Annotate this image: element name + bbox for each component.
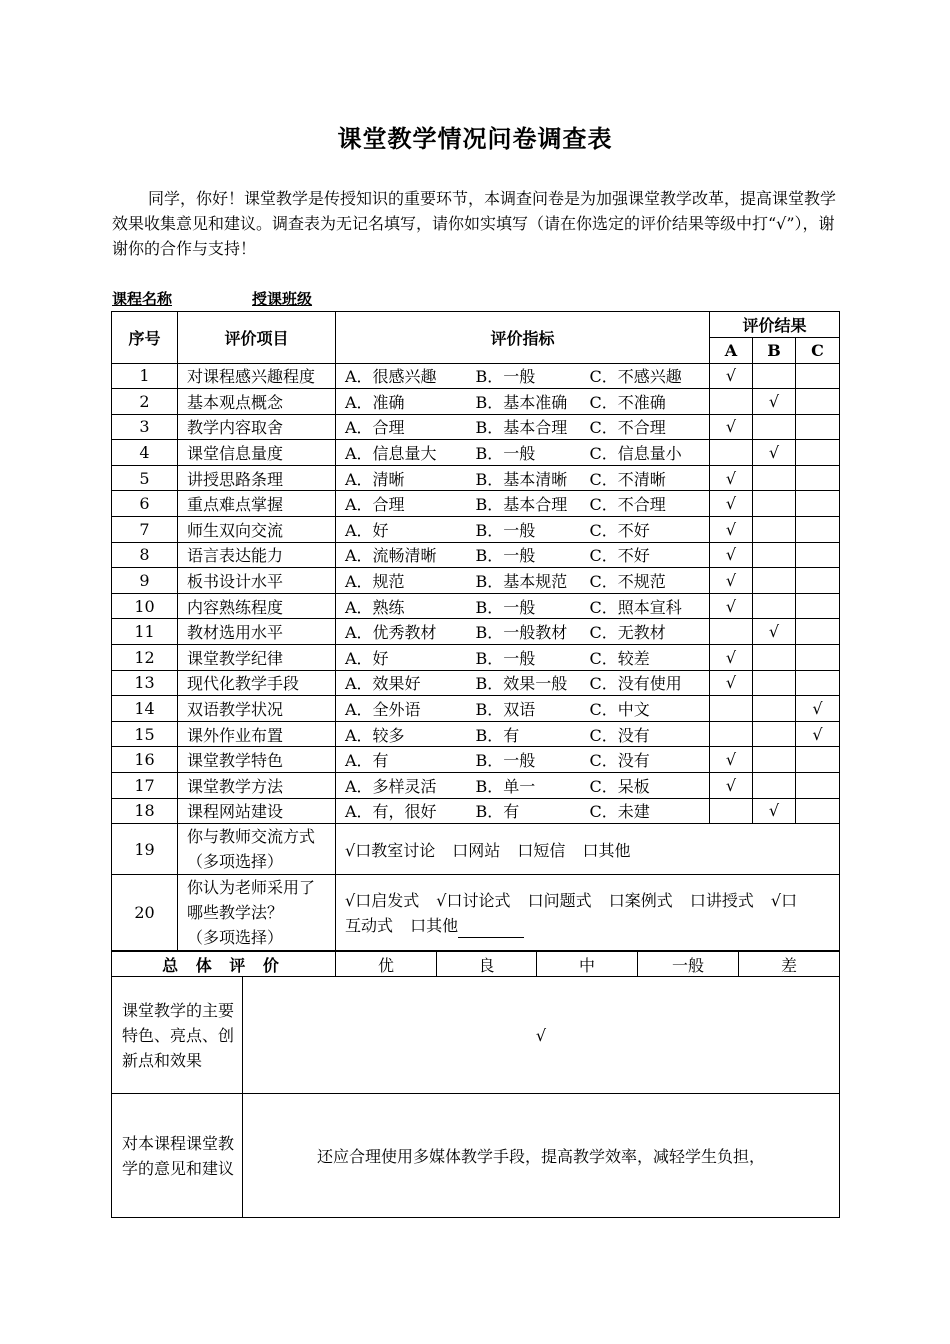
row-number: 15 — [112, 721, 178, 747]
row-option-b[interactable]: B．基本准确 — [467, 389, 581, 415]
table-row — [112, 389, 840, 415]
row-option-b[interactable]: B．效果一般 — [467, 670, 581, 696]
row-result-c[interactable] — [796, 491, 840, 517]
row-result-b[interactable] — [753, 773, 796, 799]
header-grade-a: A — [710, 338, 753, 364]
row-result-b[interactable]: √ — [753, 389, 796, 415]
row-option-a[interactable]: A．好 — [336, 517, 467, 543]
table-row — [112, 465, 840, 491]
q20-other-blank[interactable] — [458, 921, 524, 938]
q20-option-discussion[interactable]: √口讨论式 — [436, 890, 511, 910]
row-result-a[interactable]: √ — [710, 670, 753, 696]
row-item: 课堂教学特色 — [178, 747, 336, 773]
row-option-b[interactable]: B．一般 — [467, 517, 581, 543]
row-option-a[interactable]: A．合理 — [336, 414, 467, 440]
row-result-b[interactable] — [753, 363, 796, 389]
row-option-a[interactable]: A．效果好 — [336, 670, 467, 696]
header-result: 评价结果 — [710, 312, 840, 338]
q19-option-website[interactable]: 口网站 — [452, 840, 501, 860]
header-indicator: 评价指标 — [336, 312, 710, 364]
row-option-b[interactable]: B．基本合理 — [467, 414, 581, 440]
row-result-b[interactable] — [753, 465, 796, 491]
row-result-c[interactable] — [796, 747, 840, 773]
overall-option-excellent[interactable]: 优 — [336, 952, 437, 977]
row-number: 6 — [112, 491, 178, 517]
q20-option-interactive-box[interactable]: √口 — [770, 890, 798, 910]
q20-item: 你认为老师采用了 哪些教学法？ （多项选择） — [178, 875, 336, 951]
q20-option-heuristic[interactable]: √口启发式 — [345, 890, 420, 910]
class-label: 授课班级 — [252, 290, 313, 308]
q20-options — [336, 875, 840, 951]
row-result-a[interactable]: √ — [710, 465, 753, 491]
row-option-c[interactable]: C．未建 — [581, 798, 710, 824]
row-item: 教材选用水平 — [178, 619, 336, 645]
row-option-c[interactable]: C．照本宣科 — [581, 593, 710, 619]
row-number: 16 — [112, 747, 178, 773]
row-option-b[interactable]: B．基本规范 — [467, 568, 581, 594]
row-result-b[interactable] — [753, 721, 796, 747]
q19-option-classroom[interactable]: √口教室讨论 — [345, 840, 436, 860]
row-result-c[interactable] — [796, 593, 840, 619]
opinion-label: 对本课程课堂教学的意见和建议 — [112, 1094, 243, 1218]
row-result-c[interactable] — [796, 619, 840, 645]
row-option-c[interactable]: C．不合理 — [581, 491, 710, 517]
row-item: 课程网站建设 — [178, 798, 336, 824]
row-number: 9 — [112, 568, 178, 594]
row-option-a[interactable]: A．好 — [336, 645, 467, 671]
row-option-b[interactable]: B．一般 — [467, 363, 581, 389]
row-option-c[interactable]: C．中文 — [581, 696, 710, 722]
table-row — [112, 491, 840, 517]
row-item: 板书设计水平 — [178, 568, 336, 594]
row-result-b[interactable] — [753, 670, 796, 696]
row-result-a[interactable]: √ — [710, 491, 753, 517]
q20-number: 20 — [112, 875, 178, 951]
row-result-a[interactable] — [710, 696, 753, 722]
row-option-c[interactable]: C．不准确 — [581, 389, 710, 415]
remarks-table — [111, 976, 840, 1218]
table-row — [112, 798, 840, 824]
row-option-a[interactable]: A．有，很好 — [336, 798, 467, 824]
row-number: 4 — [112, 440, 178, 466]
row-result-c[interactable] — [796, 798, 840, 824]
row-result-b[interactable]: √ — [753, 619, 796, 645]
table-row — [112, 747, 840, 773]
row-result-c[interactable] — [796, 645, 840, 671]
table-row — [112, 542, 840, 568]
row-item: 师生双向交流 — [178, 517, 336, 543]
header-grade-b: B — [753, 338, 796, 364]
row-option-c[interactable]: C．不感兴趣 — [581, 363, 710, 389]
overall-option-poor[interactable]: 差 — [739, 952, 840, 977]
q20-option-lecture[interactable]: 口讲授式 — [689, 890, 754, 910]
overall-option-fair[interactable]: 一般 — [638, 952, 739, 977]
features-value[interactable]: √ — [243, 977, 840, 1094]
row-option-b[interactable]: B．一般教材 — [467, 619, 581, 645]
q19-number: 19 — [112, 824, 178, 875]
row-result-c[interactable] — [796, 465, 840, 491]
row-option-a[interactable]: A．准确 — [336, 389, 467, 415]
row-option-b[interactable]: B．基本合理 — [467, 491, 581, 517]
row-number: 10 — [112, 593, 178, 619]
row-option-a[interactable]: A．熟练 — [336, 593, 467, 619]
course-info-line — [112, 288, 312, 309]
table-row — [112, 619, 840, 645]
table-row — [112, 721, 840, 747]
evaluation-table — [111, 311, 840, 951]
row-result-a[interactable]: √ — [710, 747, 753, 773]
row-item: 讲授思路条理 — [178, 465, 336, 491]
row-option-c[interactable]: C．不好 — [581, 517, 710, 543]
q20-option-problem[interactable]: 口问题式 — [527, 890, 592, 910]
row-number: 5 — [112, 465, 178, 491]
row-number: 3 — [112, 414, 178, 440]
q20-option-case[interactable]: 口案例式 — [608, 890, 673, 910]
row-result-a[interactable]: √ — [710, 414, 753, 440]
row-item: 课堂信息量度 — [178, 440, 336, 466]
row-result-a[interactable]: √ — [710, 645, 753, 671]
row-item: 现代化教学手段 — [178, 670, 336, 696]
row-result-c[interactable] — [796, 517, 840, 543]
row-result-b[interactable]: √ — [753, 440, 796, 466]
table-row — [112, 568, 840, 594]
row-result-b[interactable] — [753, 517, 796, 543]
row-number: 1 — [112, 363, 178, 389]
q19-options — [336, 824, 840, 875]
row-result-b[interactable] — [753, 568, 796, 594]
row-result-a[interactable] — [710, 440, 753, 466]
row-item: 课外作业布置 — [178, 721, 336, 747]
row-option-c[interactable]: C．信息量小 — [581, 440, 710, 466]
row-option-c[interactable]: C．没有使用 — [581, 670, 710, 696]
q20-option-other[interactable]: 口其他 — [410, 915, 459, 935]
row-result-c[interactable] — [796, 414, 840, 440]
row-number: 13 — [112, 670, 178, 696]
row-result-c[interactable] — [796, 773, 840, 799]
row-option-b[interactable]: B．基本清晰 — [467, 465, 581, 491]
row-result-c[interactable] — [796, 542, 840, 568]
header-grade-c: C — [796, 338, 840, 364]
row-item: 双语教学状况 — [178, 696, 336, 722]
row-option-b[interactable]: B．有 — [467, 798, 581, 824]
row-result-b[interactable] — [753, 414, 796, 440]
row-option-b[interactable]: B．一般 — [467, 645, 581, 671]
row-option-b[interactable]: B．一般 — [467, 593, 581, 619]
row-item: 课堂教学方法 — [178, 773, 336, 799]
row-result-b[interactable] — [753, 696, 796, 722]
overall-label: 总 体 评 价 — [112, 952, 336, 977]
row-option-b[interactable]: B．一般 — [467, 747, 581, 773]
row-option-a[interactable]: A．优秀教材 — [336, 619, 467, 645]
row-item: 教学内容取舍 — [178, 414, 336, 440]
row-result-a[interactable]: √ — [710, 593, 753, 619]
row-result-a[interactable]: √ — [710, 568, 753, 594]
row-option-c[interactable]: C．没有 — [581, 721, 710, 747]
row-option-c[interactable]: C．不好 — [581, 542, 710, 568]
course-name-label: 课程名称 — [112, 290, 173, 308]
row-item: 课堂教学纪律 — [178, 645, 336, 671]
row-number: 18 — [112, 798, 178, 824]
row-number: 11 — [112, 619, 178, 645]
row-item: 对课程感兴趣程度 — [178, 363, 336, 389]
row-result-c[interactable] — [796, 568, 840, 594]
header-item: 评价项目 — [178, 312, 336, 364]
row-result-a[interactable]: √ — [710, 517, 753, 543]
row-option-a[interactable]: A．多样灵活 — [336, 773, 467, 799]
row-number: 14 — [112, 696, 178, 722]
row-option-a[interactable]: A．合理 — [336, 491, 467, 517]
table-row — [112, 773, 840, 799]
row-option-a[interactable]: A．信息量大 — [336, 440, 467, 466]
row-number: 7 — [112, 517, 178, 543]
row-result-c[interactable] — [796, 670, 840, 696]
row-option-c[interactable]: C．较差 — [581, 645, 710, 671]
table-row — [112, 645, 840, 671]
row-item: 重点难点掌握 — [178, 491, 336, 517]
row-item: 语言表达能力 — [178, 542, 336, 568]
row-number: 17 — [112, 773, 178, 799]
row-result-c[interactable] — [796, 363, 840, 389]
row-result-a[interactable] — [710, 721, 753, 747]
page-title: 课堂教学情况问卷调查表 — [337, 124, 613, 153]
row-result-a[interactable] — [710, 389, 753, 415]
row-option-a[interactable]: A．流畅清晰 — [336, 542, 467, 568]
q19-option-sms[interactable]: 口短信 — [517, 840, 566, 860]
row-option-c[interactable]: C．不清晰 — [581, 465, 710, 491]
row-option-c[interactable]: C．不规范 — [581, 568, 710, 594]
header-no: 序号 — [112, 312, 178, 364]
row-item: 基本观点概念 — [178, 389, 336, 415]
row-result-a[interactable]: √ — [710, 363, 753, 389]
opinion-value[interactable]: 还应合理使用多媒体教学手段，提高教学效率，减轻学生负担， — [243, 1094, 840, 1218]
row-result-a[interactable] — [710, 798, 753, 824]
q19-item: 你与教师交流方式 （多项选择） — [178, 824, 336, 875]
table-row — [112, 670, 840, 696]
row-item: 内容熟练程度 — [178, 593, 336, 619]
row-option-c[interactable]: C．呆板 — [581, 773, 710, 799]
row-result-b[interactable] — [753, 491, 796, 517]
row-result-c[interactable] — [796, 440, 840, 466]
row-result-c[interactable]: √ — [796, 721, 840, 747]
row-option-b[interactable]: B．双语 — [467, 696, 581, 722]
row-option-a[interactable]: A．全外语 — [336, 696, 467, 722]
row-option-a[interactable]: A．很感兴趣 — [336, 363, 467, 389]
row-number: 8 — [112, 542, 178, 568]
overall-rating-table — [111, 951, 840, 977]
table-row — [112, 696, 840, 722]
row-option-a[interactable]: A．规范 — [336, 568, 467, 594]
overall-option-average[interactable]: 中 — [537, 952, 638, 977]
row-option-a[interactable]: A．较多 — [336, 721, 467, 747]
q20-option-interactive: 互动式 — [345, 915, 394, 935]
overall-option-good[interactable]: 良 — [437, 952, 537, 977]
intro-paragraph: 同学，你好！课堂教学是传授知识的重要环节，本调查问卷是为加强课堂教学改革，提高课堂教学效果收集意见和建议。调查表为无记名填写，请你如实填写（请在你选定的评价结果等级中打“√”），谢谢你的合作与支持！ — [112, 189, 837, 258]
row-number: 12 — [112, 645, 178, 671]
row-result-a[interactable]: √ — [710, 542, 753, 568]
row-result-b[interactable] — [753, 542, 796, 568]
row-option-c[interactable]: C．没有 — [581, 747, 710, 773]
table-row — [112, 517, 840, 543]
q19-option-other[interactable]: 口其他 — [582, 840, 631, 860]
features-label: 课堂教学的主要特色、亮点、创新点和效果 — [112, 977, 243, 1094]
row-option-c[interactable]: C．不合理 — [581, 414, 710, 440]
table-row — [112, 414, 840, 440]
row-option-c[interactable]: C．无教材 — [581, 619, 710, 645]
row-result-b[interactable] — [753, 593, 796, 619]
row-option-a[interactable]: A．有 — [336, 747, 467, 773]
row-option-a[interactable]: A．清晰 — [336, 465, 467, 491]
row-result-a[interactable]: √ — [710, 773, 753, 799]
row-option-b[interactable]: B．一般 — [467, 440, 581, 466]
row-option-b[interactable]: B．有 — [467, 721, 581, 747]
row-option-b[interactable]: B．单一 — [467, 773, 581, 799]
table-row — [112, 593, 840, 619]
row-number: 2 — [112, 389, 178, 415]
row-result-c[interactable]: √ — [796, 696, 840, 722]
table-row — [112, 440, 840, 466]
row-result-b[interactable] — [753, 747, 796, 773]
row-result-b[interactable] — [753, 645, 796, 671]
row-option-b[interactable]: B．一般 — [467, 542, 581, 568]
row-result-a[interactable] — [710, 619, 753, 645]
row-result-c[interactable] — [796, 389, 840, 415]
table-row — [112, 363, 840, 389]
row-result-b[interactable]: √ — [753, 798, 796, 824]
